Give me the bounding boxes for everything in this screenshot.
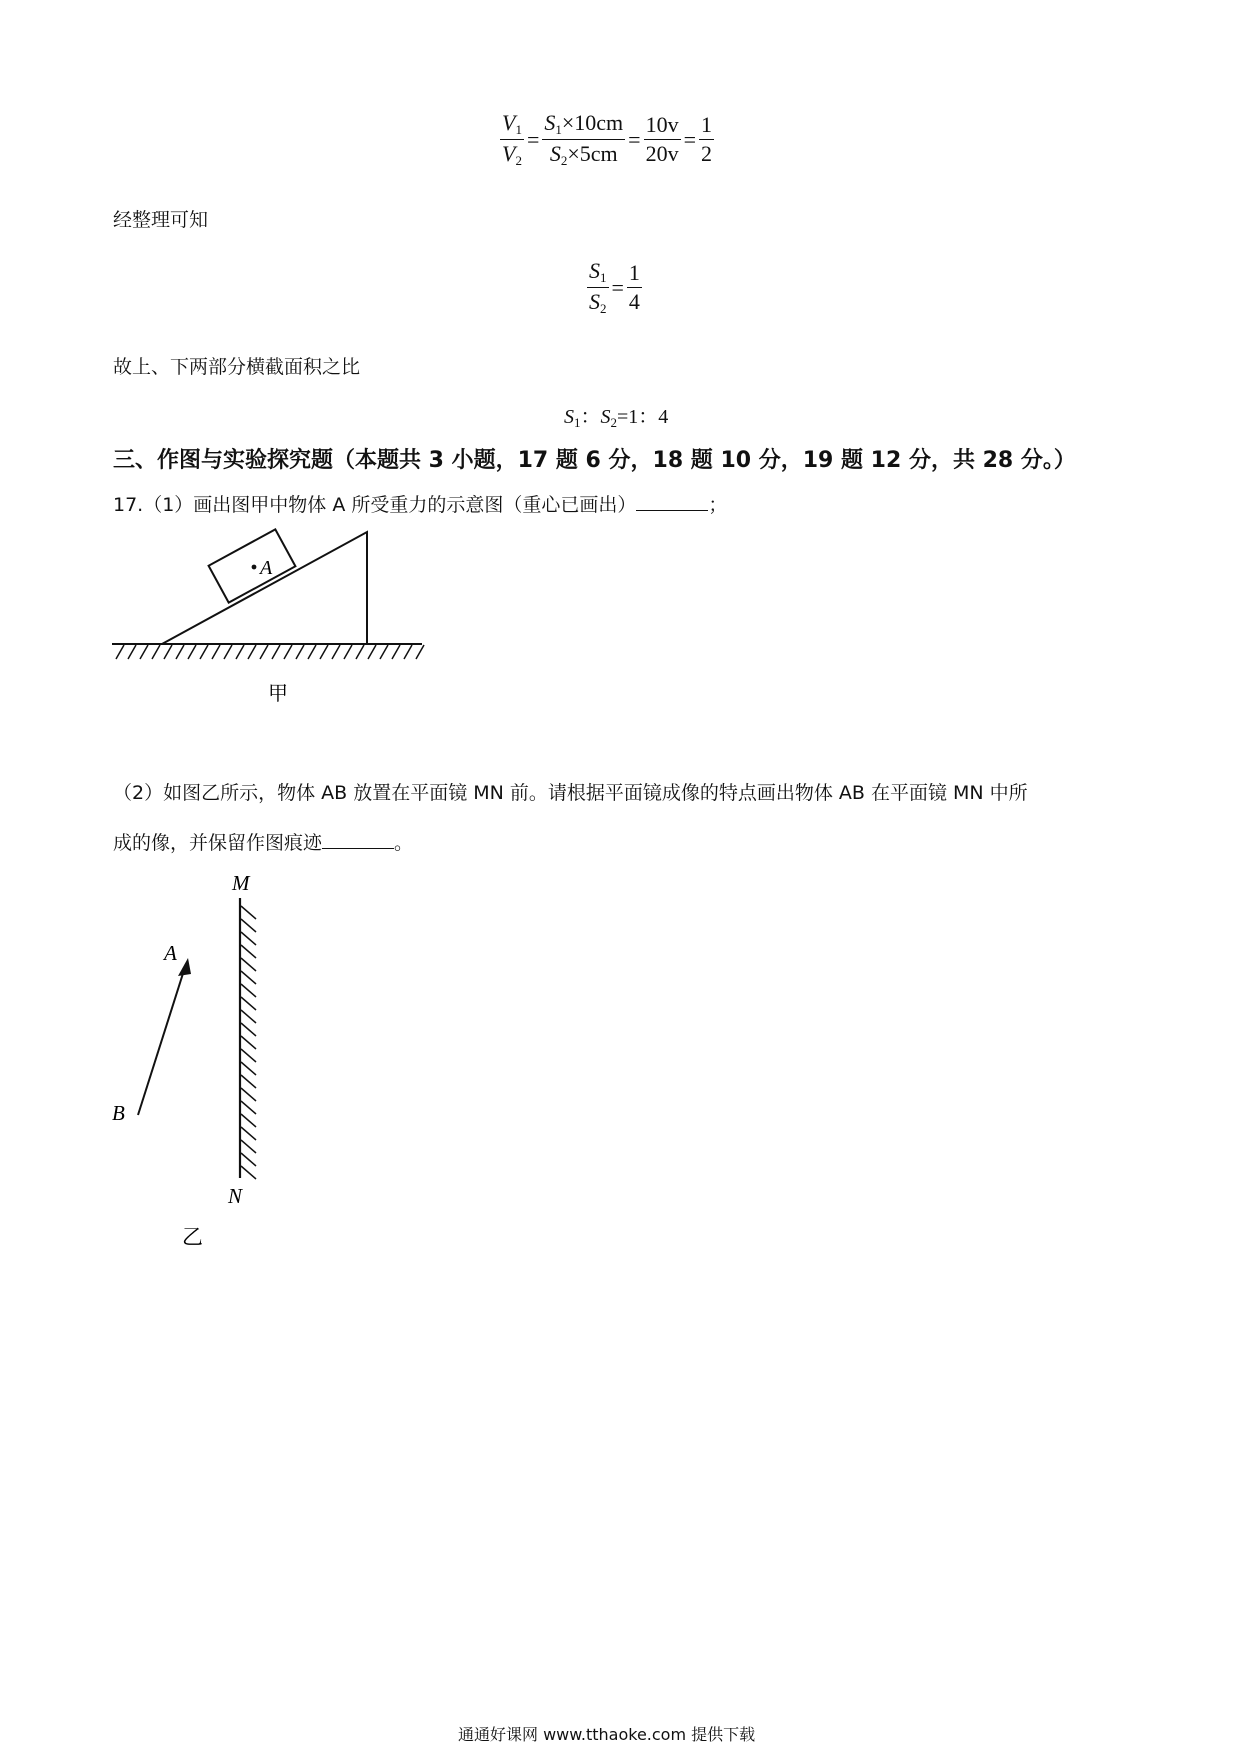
equation-s1-s2 [564, 400, 668, 431]
den: 20v [645, 141, 679, 166]
question-17-part2-line2 [113, 828, 413, 855]
sub: 1 [555, 122, 562, 137]
answer-blank[interactable] [636, 494, 708, 511]
fraction-s1-s2 [587, 260, 609, 315]
sub: 2 [560, 153, 568, 168]
var: S [549, 141, 561, 166]
rest: ×10cm [561, 110, 624, 135]
var: S [544, 110, 556, 135]
num: 1 [699, 114, 714, 140]
sep: ： [580, 406, 601, 428]
var: V [502, 141, 516, 166]
fraction-area-length [542, 112, 625, 167]
fraction-one-quarter [627, 262, 642, 313]
fraction-v1-v2 [500, 112, 524, 167]
equals-sign: = [526, 126, 540, 152]
mirror-label-m: M [232, 871, 250, 895]
question-17-part1 [113, 490, 727, 517]
equation-volume-ratio [500, 112, 714, 167]
section-heading: 三、作图与实验探究题（本题共 3 小题，17 题 6 分，18 题 10 分，19 题 12 分，共 28 分。） [113, 448, 1076, 473]
var: S [589, 258, 600, 283]
rest: ×5cm [567, 141, 618, 166]
fraction-10v-20v [644, 114, 681, 165]
den: 4 [628, 289, 640, 314]
den: 2 [701, 141, 713, 166]
answer-blank[interactable] [322, 832, 394, 849]
num: 10v [644, 114, 681, 140]
mirror-label-n: N [228, 1184, 243, 1208]
punct: 。 [394, 832, 414, 854]
sub: 1 [515, 122, 522, 137]
point-label-b: B [112, 1101, 125, 1125]
equals-sign: = [611, 274, 624, 300]
equation-area-ratio [587, 260, 642, 315]
sub: 1 [600, 270, 607, 285]
point-label-a: A [260, 557, 273, 579]
point-label-a: A [164, 941, 177, 965]
footer-credit: 通通好课网 www.tthaoke.com 提供下载 [458, 1725, 756, 1744]
var: S [600, 406, 611, 428]
sub: 2 [610, 415, 617, 430]
text-ratio-intro: 故上、下两部分横截面积之比 [113, 356, 361, 378]
num: 1 [627, 262, 642, 288]
sub: 2 [600, 301, 607, 316]
figure-caption-jia: 甲 [268, 681, 288, 705]
question-17-part2-line1: （2）如图乙所示，物体 AB 放置在平面镜 MN 前。请根据平面镜成像的特点画出物体 AB 在平面镜 MN 中所 [113, 782, 1028, 804]
equals-sign: = [628, 126, 641, 152]
sub: 2 [515, 153, 522, 168]
punct: ； [708, 494, 728, 516]
equals-sign: = [683, 126, 697, 152]
var: S [589, 289, 600, 314]
var: S [564, 406, 574, 428]
question-text: 17.（1）画出图甲中物体 A 所受重力的示意图（重心已画出） [113, 494, 637, 516]
figure-caption-yi: 乙 [182, 1225, 203, 1249]
rest: =1：4 [617, 406, 669, 428]
fraction-one-half [699, 114, 714, 165]
var: V [502, 110, 516, 135]
sub: 1 [574, 415, 581, 430]
text-arrange: 经整理可知 [113, 209, 209, 231]
question-text: 成的像，并保留作图痕迹 [113, 832, 323, 854]
figure-yi-mirror [100, 860, 300, 1260]
figure-jia-incline [110, 522, 430, 707]
